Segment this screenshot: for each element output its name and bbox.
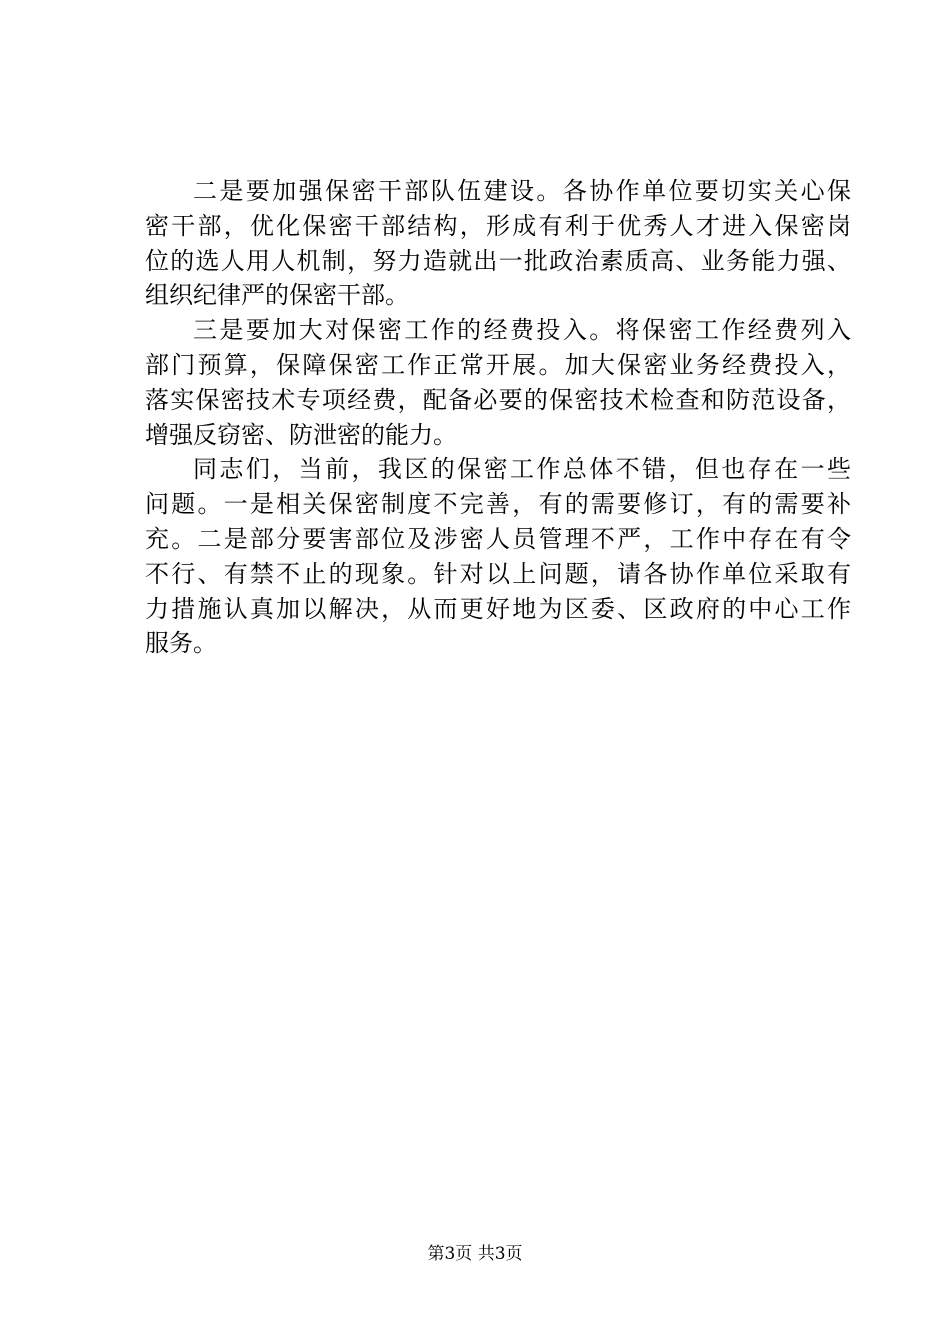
text-line: 三是要加大对保密工作的经费投入。将保密工作经费列入: [193, 316, 851, 345]
page-number-footer: 第3页 共3页: [427, 1244, 523, 1264]
text-line: 同志们，当前，我区的保密工作总体不错，但也存在一些: [193, 455, 851, 484]
text-line: 服务。: [145, 629, 217, 658]
text-line: 落实保密技术专项经费，配备必要的保密技术检查和防范设备，: [145, 385, 851, 414]
text-line: 密干部，优化保密干部结构，形成有利于优秀人才进入保密岗: [145, 211, 851, 240]
text-line: 不行、有禁不止的现象。针对以上问题，请各协作单位采取有: [145, 559, 851, 588]
text-line: 问题。一是相关保密制度不完善，有的需要修订，有的需要补: [145, 490, 851, 519]
text-line: 位的选人用人机制，努力造就出一批政治素质高、业务能力强、: [145, 246, 851, 275]
text-line: 二是要加强保密干部队伍建设。各协作单位要切实关心保: [193, 177, 851, 205]
paragraph-problems: [145, 452, 851, 661]
text-line: 增强反窃密、防泄密的能力。: [145, 420, 457, 449]
body-text: [145, 174, 851, 661]
paragraph-cadre-team: [145, 174, 851, 313]
paragraph-funding: [145, 313, 851, 452]
text-line: 部门预算，保障保密工作正常开展。加大保密业务经费投入，: [145, 350, 851, 379]
text-line: 力措施认真加以解决，从而更好地为区委、区政府的中心工作: [145, 594, 851, 623]
text-line: 充。二是部分要害部位及涉密人员管理不严，工作中存在有令: [145, 524, 851, 553]
text-line: 组织纪律严的保密干部。: [145, 281, 409, 310]
